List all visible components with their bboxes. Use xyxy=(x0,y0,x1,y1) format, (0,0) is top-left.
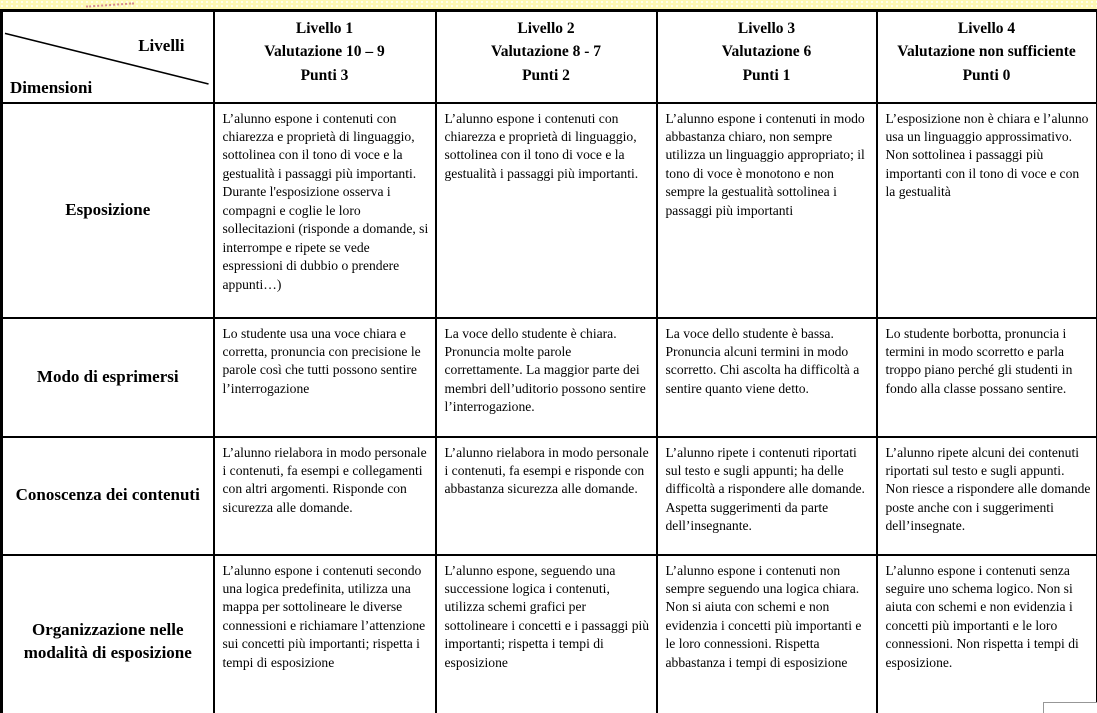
column-header-livello-1 xyxy=(214,11,436,103)
cell-modo-livello-3: La voce dello studente è bassa. Pronuncia alcuni termini in modo scorretto. Chi ascolta ha difficoltà a sentire quanto viene detto. xyxy=(657,318,877,437)
level-title: Livello 1 xyxy=(295,20,354,37)
level-title: Livello 4 xyxy=(957,20,1016,37)
level-title: Livello 3 xyxy=(737,20,796,37)
cell-modo-livello-1: Lo studente usa una voce chiara e corretta, pronuncia con precisione le parole così che tutti possono sentire l’interrogazione xyxy=(214,318,436,437)
level-title: Livello 2 xyxy=(517,20,575,37)
cell-esposizione-livello-4: L’esposizione non è chiara e l’alunno usa un linguaggio approssimativo. Non sottolinea i passaggi più importanti con il tono di voce e con la gestualità xyxy=(877,103,1097,318)
corner-label-dimensioni: Dimensioni xyxy=(10,77,93,97)
cell-modo-livello-2: La voce dello studente è chiara. Pronuncia molte parole correttamente. La maggior parte dei membri dell’uditorio possono sentire l’interrogazione. xyxy=(436,318,657,437)
level-punti: Punti 1 xyxy=(742,66,791,84)
level-valutazione: Valutazione 6 xyxy=(721,43,812,61)
row-label-organizzazione: Organizzazione nelle modalità di esposizione xyxy=(2,555,214,713)
row-label-esposizione: Esposizione xyxy=(2,103,214,318)
level-punti: Punti 3 xyxy=(300,66,349,84)
evaluation-rubric-table xyxy=(0,9,1097,713)
cell-conoscenza-livello-4: L’alunno ripete alcuni dei contenuti riportati sul testo e sugli appunti. Non riesce a rispondere alle domande poste anche con i suggerimenti dell’insegnate. xyxy=(877,437,1097,555)
cell-organizzazione-livello-2: L’alunno espone, seguendo una successione logica i contenuti, utilizza schemi grafici per sottolineare i concetti e i passaggi più importanti; rispetta i tempi di esposizione xyxy=(436,555,657,713)
table-row-conoscenza-dei-contenuti xyxy=(2,437,1097,555)
corner-cell xyxy=(2,11,214,103)
cell-conoscenza-livello-1: L’alunno rielabora in modo personale i contenuti, fa esempi e collegamenti con altri argomenti. Risponde con sicurezza alle domande. xyxy=(214,437,436,555)
column-header-livello-4 xyxy=(877,11,1097,103)
column-header-livello-3 xyxy=(657,11,877,103)
corner-label-livelli: Livelli xyxy=(138,36,185,55)
cell-conoscenza-livello-2: L’alunno rielabora in modo personale i contenuti, fa esempi e risponde con abbastanza sicurezza alle domande. xyxy=(436,437,657,555)
cell-modo-livello-4: Lo studente borbotta, pronuncia i termini in modo scorretto e parla troppo piano perché gli studenti in fondo alla classe possano sentire. xyxy=(877,318,1097,437)
level-valutazione: Valutazione 8 - 7 xyxy=(490,43,602,61)
top-yellow-band xyxy=(0,0,1097,9)
level-punti: Punti 2 xyxy=(522,66,570,84)
cell-esposizione-livello-1: L’alunno espone i contenuti con chiarezza e proprietà di linguaggio, sottolinea con il tono di voce e la gestualità i passaggi più importanti. Durante l'esposizione osserva i compagni e coglie le loro sollecitazioni (risponde a domande, si interrompe e ripete se vede espressioni di dubbio o prendere appunti…) xyxy=(214,103,436,318)
cell-conoscenza-livello-3: L’alunno ripete i contenuti riportati sul testo e sugli appunti; ha delle difficoltà a rispondere alle domande. Aspetta suggerimenti da parte dell’insegnante. xyxy=(657,437,877,555)
cell-organizzazione-livello-4: L’alunno espone i contenuti senza seguire uno schema logico. Non si aiuta con schemi e non evidenzia i concetti più importanti e le loro connessioni. Non rispetta i tempi di esposizione. xyxy=(877,555,1097,713)
row-label-conoscenza-dei-contenuti: Conoscenza dei contenuti xyxy=(2,437,214,555)
level-punti: Punti 0 xyxy=(962,66,1011,84)
cell-esposizione-livello-3: L’alunno espone i contenuti in modo abbastanza chiaro, non sempre utilizza un linguaggio appropriato; il tono di voce è monotono e non sempre la gestualità sottolinea i passaggi più importanti xyxy=(657,103,877,318)
partial-textbox-handle xyxy=(1043,702,1097,713)
cell-organizzazione-livello-1: L’alunno espone i contenuti secondo una logica predefinita, utilizza una mappa per sottolineare le diverse connessioni e richiamare l’attenzione sui concetti più importanti; rispetta i tempi di esposizione xyxy=(214,555,436,713)
level-valutazione: Valutazione non sufficiente xyxy=(897,43,1076,61)
table-header-row xyxy=(2,11,1097,103)
table-row-organizzazione xyxy=(2,555,1097,713)
row-label-modo-di-esprimersi: Modo di esprimersi xyxy=(2,318,214,437)
column-header-livello-2 xyxy=(436,11,657,103)
table-row-esposizione xyxy=(2,103,1097,318)
cell-esposizione-livello-2: L’alunno espone i contenuti con chiarezza e proprietà di linguaggio, sottolinea con il tono di voce e la gestualità i passaggi più importanti. xyxy=(436,103,657,318)
table-row-modo-di-esprimersi xyxy=(2,318,1097,437)
level-valutazione: Valutazione 10 – 9 xyxy=(264,43,385,61)
cell-organizzazione-livello-3: L’alunno espone i contenuti non sempre seguendo una logica chiara. Non si aiuta con schemi e non evidenzia i concetti più importanti e le loro connessioni. Rispetta abbastanza i tempi di esposizione xyxy=(657,555,877,713)
